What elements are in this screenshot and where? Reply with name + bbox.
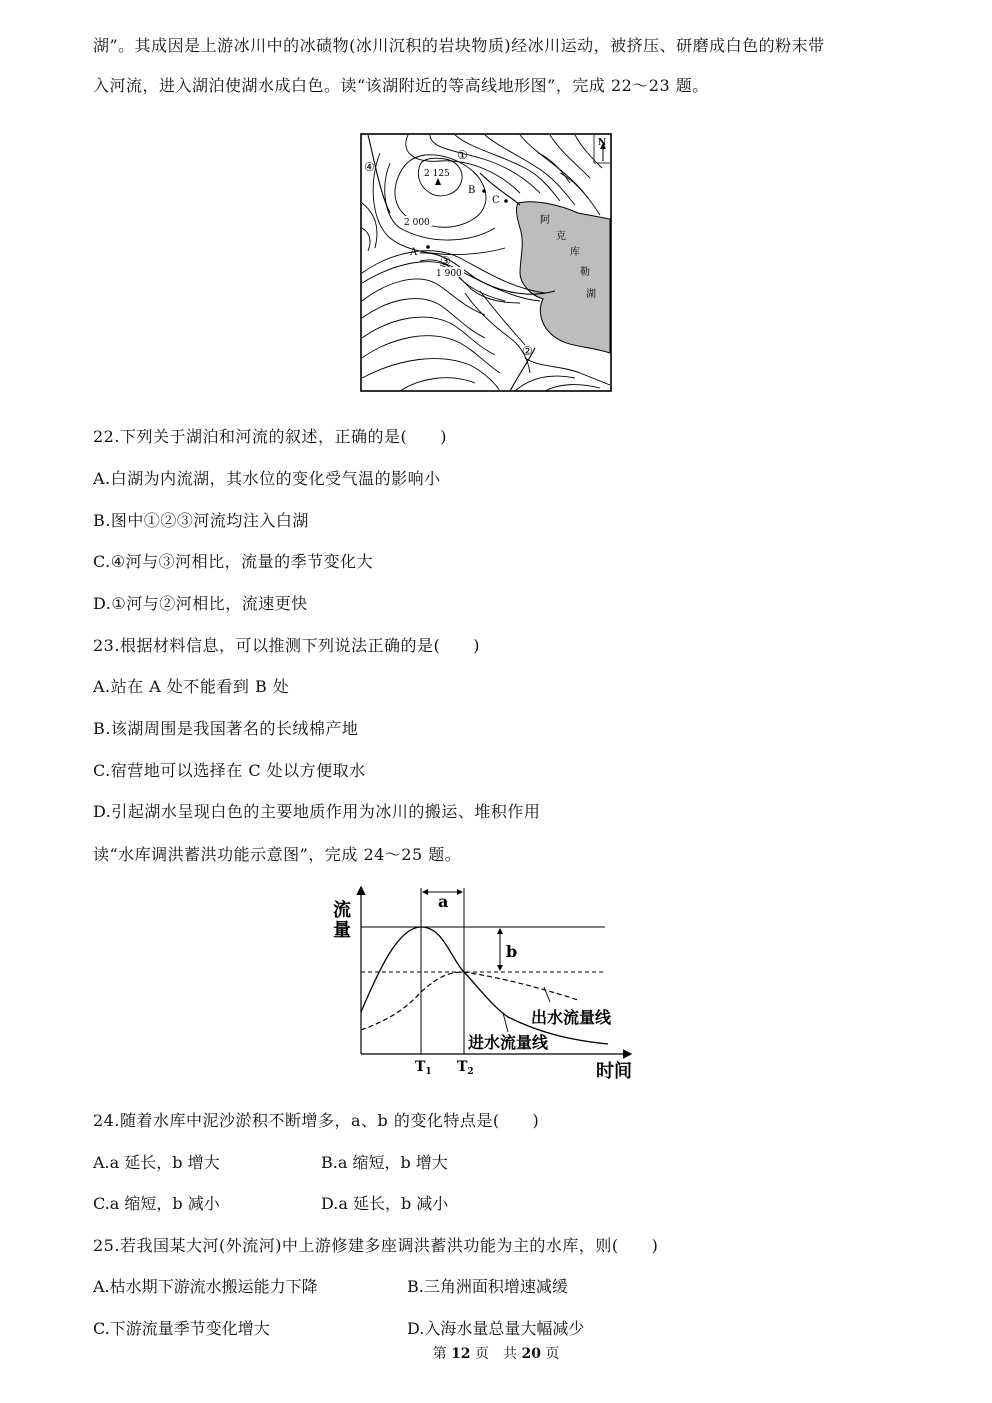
q25-option-a: A.枯水期下游流水搬运能力下降 [93, 1277, 318, 1296]
chart-label-b: b [506, 942, 518, 961]
inflow-line-label: 进水流量线 [468, 1033, 549, 1052]
lake-char-5: 湖 [586, 289, 596, 300]
intro-line-2: 入河流，进入湖泊使湖水成白色。读“该湖附近的等高线地形图”，完成 22～23 题。 [93, 76, 709, 95]
river-3-label: ③ [440, 254, 451, 268]
contour-map [360, 133, 612, 392]
point-a: A [410, 247, 418, 258]
intro-2: 读“水库调洪蓄洪功能示意图”，完成 24～25 题。 [93, 845, 462, 864]
river-4-label: ④ [364, 160, 375, 174]
q22-option-d: D.①河与②河相比，流速更快 [93, 594, 308, 613]
q23-option-d: D.引起湖水呈现白色的主要地质作用为冰川的搬运、堆积作用 [93, 802, 541, 821]
q24-option-c: C.a 缩短，b 减小 [93, 1194, 220, 1213]
chart-t2: $T_2$ [457, 1059, 474, 1077]
q24-option-a: A.a 延长，b 增大 [93, 1153, 220, 1172]
chart-label-a: a [438, 892, 449, 911]
q25-option-c: C.下游流量季节变化增大 [93, 1319, 270, 1338]
q25-stem: 25.若我国某大河(外流河)中上游修建多座调洪蓄洪功能为主的水库，则( ) [93, 1236, 659, 1255]
north-label: N [598, 138, 607, 148]
q23-stem: 23.根据材料信息，可以推测下列说法正确的是( ) [93, 636, 480, 655]
q22-option-a: A.白湖为内流湖，其水位的变化受气温的影响小 [93, 469, 441, 488]
lake-char-2: 克 [556, 231, 566, 242]
outflow-line-label: 出水流量线 [531, 1008, 612, 1027]
q22-stem: 22.下列关于湖泊和河流的叙述，正确的是( ) [93, 427, 447, 446]
peak-label: 2 125 [424, 169, 450, 179]
q25-option-d: D.入海水量总量大幅减少 [407, 1319, 585, 1338]
q25-option-b: B.三角洲面积增速减缓 [407, 1277, 568, 1296]
q23-option-c: C.宿营地可以选择在 C 处以方便取水 [93, 761, 366, 780]
contour-1900-label: 1 900 [436, 269, 462, 279]
page-number: 12 [451, 1346, 471, 1362]
river-1-label: ① [457, 148, 468, 162]
chart-ylabel-top: 流 [333, 900, 351, 921]
q24-option-b: B.a 缩短，b 增大 [321, 1153, 448, 1172]
point-b: B [468, 185, 476, 196]
river-2-label: ② [522, 344, 533, 358]
page-footer: 第 12 页 共 20 页 [432, 1346, 560, 1362]
point-c: C [492, 195, 500, 206]
q24-stem: 24.随着水库中泥沙淤积不断增多，a、b 的变化特点是( ) [93, 1111, 540, 1130]
q23-option-a: A.站在 A 处不能看到 B 处 [93, 677, 290, 696]
chart-t1: $T_1$ [415, 1059, 432, 1077]
q22-option-b: B.图中①②③河流均注入白湖 [93, 511, 309, 530]
contour-2000-label: 2 000 [404, 218, 430, 228]
reservoir-chart [328, 882, 640, 1082]
lake-char-4: 勒 [580, 267, 590, 278]
lake-char-1: 阿 [540, 215, 550, 226]
lake-char-3: 库 [570, 247, 580, 258]
chart-xlabel: 时间 [596, 1061, 632, 1082]
intro-line-1: 湖”。其成因是上游冰川中的冰碛物(冰川沉积的岩块物质)经冰川运动，被挤压、研磨成白色的粉末带 [93, 36, 825, 55]
q23-option-b: B.该湖周围是我国著名的长绒棉产地 [93, 719, 359, 738]
q24-option-d: D.a 延长，b 减小 [321, 1194, 449, 1213]
q22-option-c: C.④河与③河相比，流量的季节变化大 [93, 552, 374, 571]
page-total: 20 [521, 1346, 541, 1362]
chart-ylabel-bottom: 量 [333, 920, 351, 941]
